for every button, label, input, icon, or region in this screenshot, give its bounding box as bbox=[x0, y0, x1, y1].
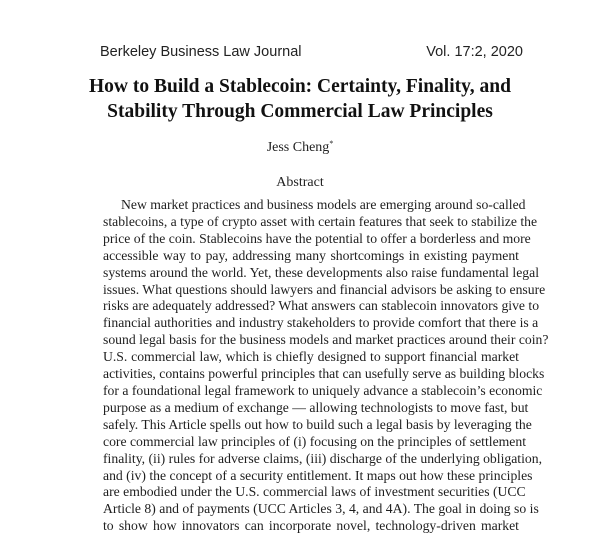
abstract-line: finality, (ii) rules for adverse claims, (iii) discharge of the underlying obligation, bbox=[103, 450, 543, 466]
abstract-line: activities, contains powerful principles that can usefully serve as building blocks bbox=[103, 366, 545, 382]
abstract-body bbox=[103, 197, 549, 535]
abstract-line: issues. What questions should lawyers and financial advisors be asking to ensure bbox=[103, 281, 546, 297]
abstract-line: Article 8) and of payments (UCC Articles 3, 4, and 4A). The goal in doing so is bbox=[103, 501, 539, 517]
abstract-line: U.S. commercial law, which is chiefly designed to support financial market bbox=[103, 349, 519, 365]
article-title bbox=[60, 74, 540, 124]
abstract-line: for a foundational legal framework to uniquely advance a stablecoin’s economic bbox=[103, 382, 543, 398]
volume-info: Vol. 17:2, 2020 bbox=[426, 44, 523, 60]
journal-name: Berkeley Business Law Journal bbox=[100, 44, 302, 60]
author-line bbox=[0, 139, 600, 156]
abstract-line: stablecoins, a type of crypto asset with certain features that seek to stabilize the bbox=[103, 213, 538, 229]
abstract-line: are embodied under the U.S. commercial laws of investment securities (UCC bbox=[103, 484, 526, 500]
title-line: How to Build a Stablecoin: Certainty, Finality, and bbox=[88, 76, 511, 97]
abstract-line: systems around the world. Yet, these developments also raise fundamental legal bbox=[103, 264, 539, 280]
abstract-heading: Abstract bbox=[276, 175, 324, 190]
running-header bbox=[100, 44, 523, 60]
abstract-line: core commercial law principles of (i) focusing on the principles of settlement bbox=[103, 433, 527, 449]
abstract-line: sound legal basis for the business models and market practices around their coin? bbox=[103, 332, 549, 348]
abstract-line: risks are adequately addressed? What answers can stablecoin innovators give to bbox=[103, 298, 540, 314]
abstract-line: and (iv) the concept of a security entitlement. It maps out how these principles bbox=[103, 467, 533, 483]
author-name: Jess Cheng bbox=[266, 140, 330, 155]
abstract-line: financial authorities and industry stakeholders to provide comfort that there is a bbox=[103, 315, 539, 331]
abstract-line: accessible way to pay, addressing many shortcomings in existing payment bbox=[103, 247, 519, 263]
author-footnote-marker: * bbox=[329, 139, 334, 148]
abstract-line: safely. This Article spells out how to build such a legal basis by leveraging the bbox=[103, 416, 532, 432]
title-line: Stability Through Commercial Law Principles bbox=[107, 101, 493, 122]
abstract-line: to show how innovators can incorporate novel, technology-driven market bbox=[103, 518, 519, 534]
abstract-line: purpose as a medium of exchange — allowing technologists to move fast, but bbox=[103, 399, 529, 415]
abstract-line: price of the coin. Stablecoins have the potential to offer a borderless and more bbox=[103, 230, 531, 246]
abstract-line: New market practices and business models are emerging around so-called bbox=[121, 197, 526, 212]
